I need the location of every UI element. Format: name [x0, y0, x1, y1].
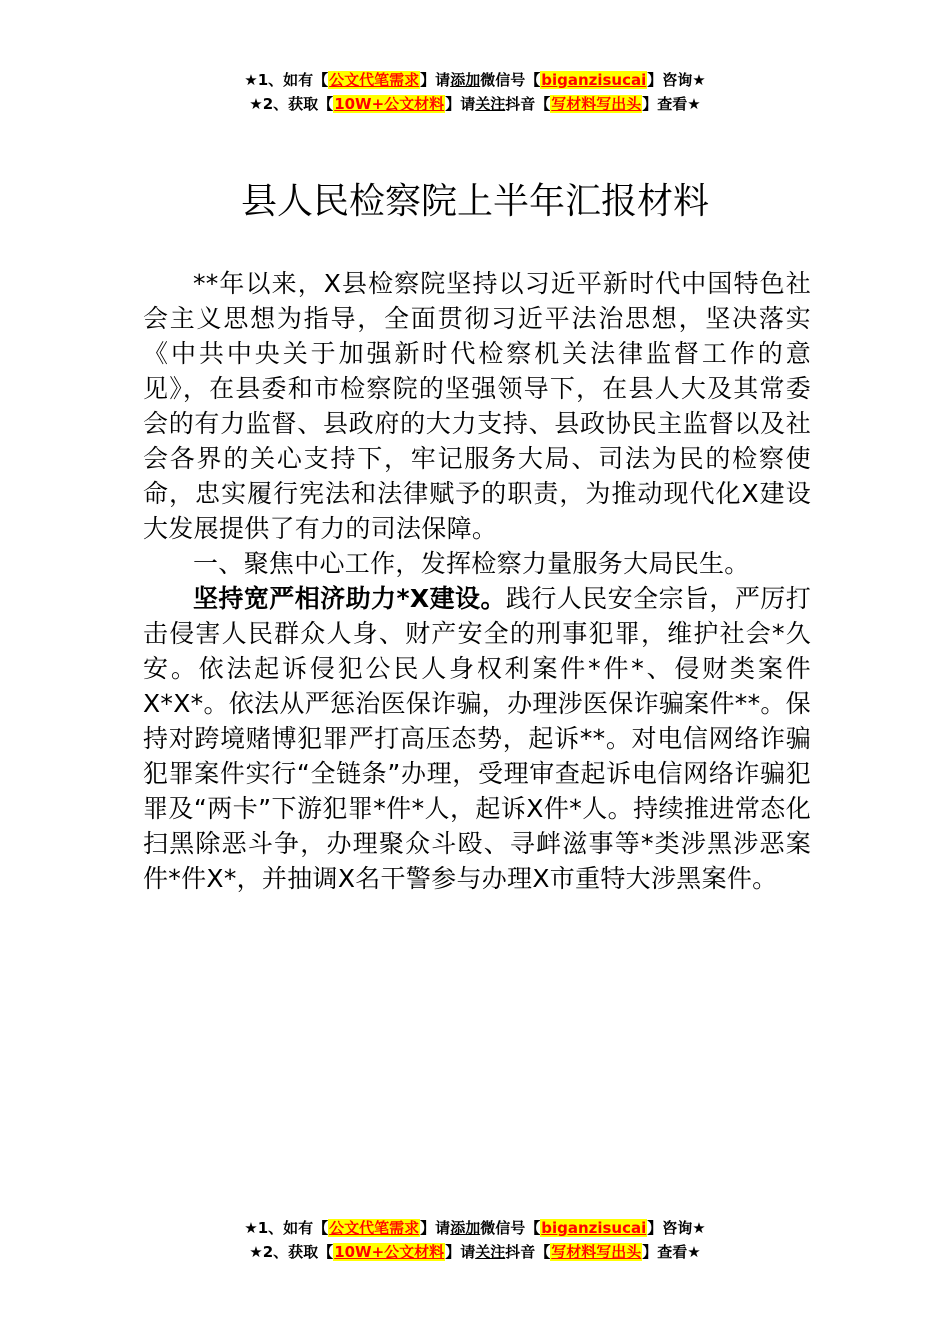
intro-paragraph: **年以来，X县检察院坚持以习近平新时代中国特色社会主义思想为指导，全面贯彻习近平法治思想，坚决落实《中共中央关于加强新时代检察机关法律监督工作的意见》，在县委和市检察院的坚强领导下，在县人大及其常委会的有力监督、县政府的大力支持、县政协民主监督以及社会各界的关心支持下，牢记服务大局、司法为民的检察使命，忠实履行宪法和法律赋予的职责，为推动现代化X建设大发展提供了有力的司法保障。: [143, 269, 811, 543]
promo-highlight-materials: 10W+公文材料: [334, 1243, 445, 1261]
top-promo-banner: [0, 68, 950, 116]
section-heading-1: 一、聚焦中心工作，发挥检察力量服务大局民生。: [193, 549, 750, 578]
promo-highlight-wechat-id: biganzisucai: [541, 1219, 647, 1237]
document-body: [143, 266, 811, 896]
promo-highlight-douyin: 写材料写出头: [551, 95, 642, 113]
promo-line-1-bottom: ★1、如有【公文代笔需求】请添加微信号【biganzisucai】咨询★: [244, 1219, 706, 1237]
document-title: 县人民检察院上半年汇报材料: [240, 181, 709, 222]
paragraph-body-text: 践行人民安全宗旨，严厉打击侵害人民群众人身、财产安全的刑事犯罪，维护社会*久安。依法起诉侵犯公民人身权利案件*件*、侵财类案件X*X*。依法从严惩治医保诈骗，办理涉医保诈骗案件**。保持对跨境赌博犯罪严打高压态势，起诉**。对电信网络诈骗犯罪案件实行“全链条”办理，受理审查起诉电信网络诈骗犯罪及“两卡”下游犯罪*件*人，起诉X件*人。持续推进常态化扫黑除恶斗争，办理聚众斗殴、寻衅滋事等*类涉黑涉恶案件*件X*，并抽调X名干警参与办理X市重特大涉黑案件。: [143, 584, 811, 893]
paragraph-lead-bold: 坚持宽严相济助力*X建设。: [193, 584, 506, 613]
promo-highlight-service: 公文代笔需求: [329, 1219, 420, 1237]
promo-line-2-bottom: ★2、获取【10W+公文材料】请关注抖音【写材料写出头】查看★: [249, 1243, 701, 1261]
bottom-promo-banner: [0, 1216, 950, 1264]
promo-highlight-materials: 10W+公文材料: [334, 95, 445, 113]
promo-line-2: ★2、获取【10W+公文材料】请关注抖音【写材料写出头】查看★: [249, 95, 701, 113]
promo-highlight-service: 公文代笔需求: [329, 71, 420, 89]
promo-highlight-douyin: 写材料写出头: [551, 1243, 642, 1261]
body-paragraph-2: [143, 581, 811, 896]
promo-highlight-wechat-id: biganzisucai: [541, 71, 647, 89]
promo-line-1: ★1、如有【公文代笔需求】请添加微信号【biganzisucai】咨询★: [244, 71, 706, 89]
